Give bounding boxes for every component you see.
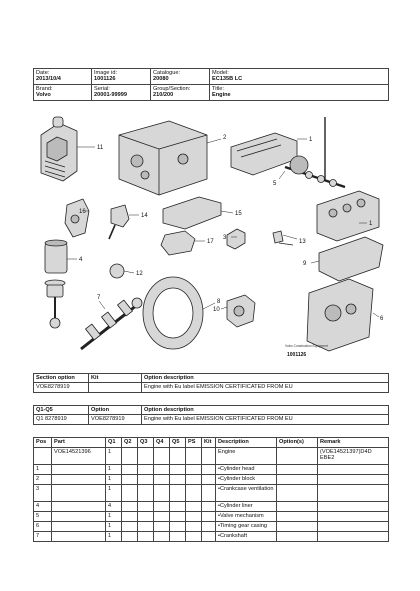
model-label: Model: (212, 70, 229, 76)
callout-3: 3 (223, 235, 227, 241)
parts-part-header: Part (52, 438, 106, 448)
remark-cell (318, 485, 389, 502)
parts-q3-header: Q3 (138, 438, 154, 448)
callout-11: 11 (97, 145, 104, 151)
part-flywheel-housing-icon (143, 277, 203, 349)
q-range-header: Q1-Q5 (34, 406, 89, 415)
callout-6: 6 (380, 316, 384, 322)
callout-1: 1 (309, 137, 313, 143)
part-cell: VOE14521396 (52, 448, 106, 465)
q1-cell: 1 (106, 532, 122, 542)
callout-10: 10 (213, 307, 220, 313)
desc-cell: •Timing gear casing (216, 522, 277, 532)
callout-4: 4 (79, 257, 83, 263)
part-turbo-icon (41, 117, 77, 181)
image-id-label: Image id: (94, 70, 118, 76)
pos-cell: 7 (34, 532, 52, 542)
part-cell (52, 485, 106, 502)
serial-label: Serial: (94, 85, 110, 92)
image-id-cell (92, 69, 151, 85)
desc-cell: •Crankshaft (216, 532, 277, 542)
parts-q2-header: Q2 (122, 438, 138, 448)
part-pump-icon (227, 295, 255, 327)
group-value: 210/200 (153, 92, 174, 99)
part-cylinder-block-icon (119, 121, 207, 195)
part-cell (52, 465, 106, 475)
table-row (34, 448, 389, 465)
section-desc-header: Option description (142, 374, 389, 383)
q1-cell: 1 (106, 522, 122, 532)
part-oil-pan-icon (319, 237, 383, 281)
q1-cell: 4 (106, 502, 122, 512)
parts-header-row (34, 438, 389, 448)
date-cell (34, 69, 92, 85)
section-option-table (33, 373, 389, 393)
serial-value: 20001-99999 (94, 92, 127, 99)
desc-cell: •Cylinder block (216, 475, 277, 485)
desc-cell: •Valve mechanism (216, 512, 277, 522)
remark-cell (318, 475, 389, 485)
section-kit-cell (89, 383, 142, 392)
desc-cell: •Cylinder head (216, 465, 277, 475)
section-desc-cell: Engine with Eu label EMISSION CERTIFICATED FROM EU (142, 383, 389, 392)
table-row (34, 532, 389, 542)
model-cell (210, 69, 389, 85)
parts-desc-header: Description (216, 438, 277, 448)
brand-cell (34, 84, 92, 100)
q1-cell: 1 (106, 512, 122, 522)
callout-16: 16 (79, 209, 86, 215)
part-bracket-icon (109, 205, 129, 239)
parts-ps-header: PS (186, 438, 202, 448)
callout-1b: 1 (369, 221, 373, 227)
header-row-1 (34, 69, 389, 85)
callout-5: 5 (273, 181, 277, 187)
model-value: EC135B LC (212, 76, 243, 83)
q-option-header: Option (89, 406, 142, 415)
catalogue-cell (151, 69, 210, 85)
part-timing-gear-casing-icon (307, 279, 373, 351)
part-sensor-icon (273, 231, 293, 245)
callout-2: 2 (223, 135, 227, 141)
remark-cell: (VOE14521397)D4D EBE2 (318, 448, 389, 465)
pos-cell: 4 (34, 502, 52, 512)
group-label: Group/Section: (153, 85, 191, 92)
engine-exploded-diagram (33, 113, 388, 363)
pos-cell: 1 (34, 465, 52, 475)
part-cylinder-liner-icon (45, 240, 67, 328)
remark-cell (318, 522, 389, 532)
parts-options-header: Option(s) (277, 438, 318, 448)
part-starter-icon (161, 231, 195, 255)
section-kit-header: Kit (89, 374, 142, 383)
title-cell (210, 84, 389, 100)
desc-cell: Engine (216, 448, 277, 465)
remark-cell (318, 502, 389, 512)
callout-15: 15 (235, 211, 242, 217)
parts-pos-header: Pos (34, 438, 52, 448)
header-table (33, 68, 389, 101)
callout-7: 7 (97, 295, 101, 301)
title-value: Engine (212, 92, 231, 99)
section-header-row (34, 374, 389, 383)
pos-cell (34, 448, 52, 465)
parts-remark-header: Remark (318, 438, 389, 448)
q-header-row (34, 406, 389, 415)
callout-9: 9 (303, 261, 307, 267)
pos-cell: 5 (34, 512, 52, 522)
q-desc-cell: Engine with Eu label EMISSION CERTIFICATED FROM EU (142, 415, 389, 424)
diagram-footer-small: Volvo Construction Equipment (285, 344, 328, 348)
catalogue-label: Catalogue: (153, 70, 181, 76)
q-row (34, 415, 389, 424)
part-camshaft-icon (285, 156, 345, 187)
parts-q5-header: Q5 (170, 438, 186, 448)
group-cell (151, 84, 210, 100)
remark-cell (318, 532, 389, 542)
q-option-cell: VOE8278919 (89, 415, 142, 424)
date-label: Date: (36, 70, 50, 76)
part-cylinder-head-2-icon (317, 191, 379, 241)
q1-cell: 1 (106, 465, 122, 475)
table-row (34, 475, 389, 485)
part-thermostat-icon (110, 264, 124, 278)
q-desc-header: Option description (142, 406, 389, 415)
part-cell (52, 475, 106, 485)
table-row (34, 502, 389, 512)
parts-table (33, 437, 389, 542)
section-row (34, 383, 389, 392)
date-value: 2013/10/4 (36, 76, 61, 83)
parts-q4-header: Q4 (154, 438, 170, 448)
pos-cell: 6 (34, 522, 52, 532)
q-range-cell: Q1 8278919 (34, 415, 89, 424)
title-label: Title: (212, 85, 224, 92)
callout-13: 13 (299, 239, 306, 245)
table-row (34, 465, 389, 475)
serial-cell (92, 84, 151, 100)
callout-17: 17 (207, 239, 214, 245)
callout-12: 12 (136, 271, 143, 277)
desc-cell: •Crankcase ventilation (216, 485, 277, 502)
part-cell (52, 522, 106, 532)
brand-value: Volvo (36, 92, 51, 99)
callout-8: 8 (217, 299, 221, 305)
part-cell (52, 502, 106, 512)
part-crankcase-vent-icon (227, 229, 245, 249)
pos-cell: 3 (34, 485, 52, 502)
q1-cell: 1 (106, 485, 122, 502)
desc-cell: •Cylinder liner (216, 502, 277, 512)
q-option-table (33, 405, 389, 425)
brand-label: Brand: (36, 85, 53, 92)
parts-kit-header: Kit (202, 438, 216, 448)
remark-cell (318, 465, 389, 475)
parts-q1-header: Q1 (106, 438, 122, 448)
section-option-cell: VOE8278919 (34, 383, 89, 392)
table-row (34, 485, 389, 502)
table-row (34, 512, 389, 522)
image-id-value: 1001126 (94, 76, 116, 83)
q1-cell: 1 (106, 448, 122, 465)
part-cell (52, 532, 106, 542)
part-cell (52, 512, 106, 522)
header-row-2 (34, 84, 389, 100)
table-row (34, 522, 389, 532)
section-option-header: Section option (34, 374, 89, 383)
q1-cell: 1 (106, 475, 122, 485)
part-crankshaft-icon (81, 298, 142, 349)
callout-14: 14 (141, 213, 148, 219)
diagram-image-id: 1001126 (287, 352, 307, 358)
remark-cell (318, 512, 389, 522)
catalogue-value: 20080 (153, 76, 169, 83)
pos-cell: 2 (34, 475, 52, 485)
